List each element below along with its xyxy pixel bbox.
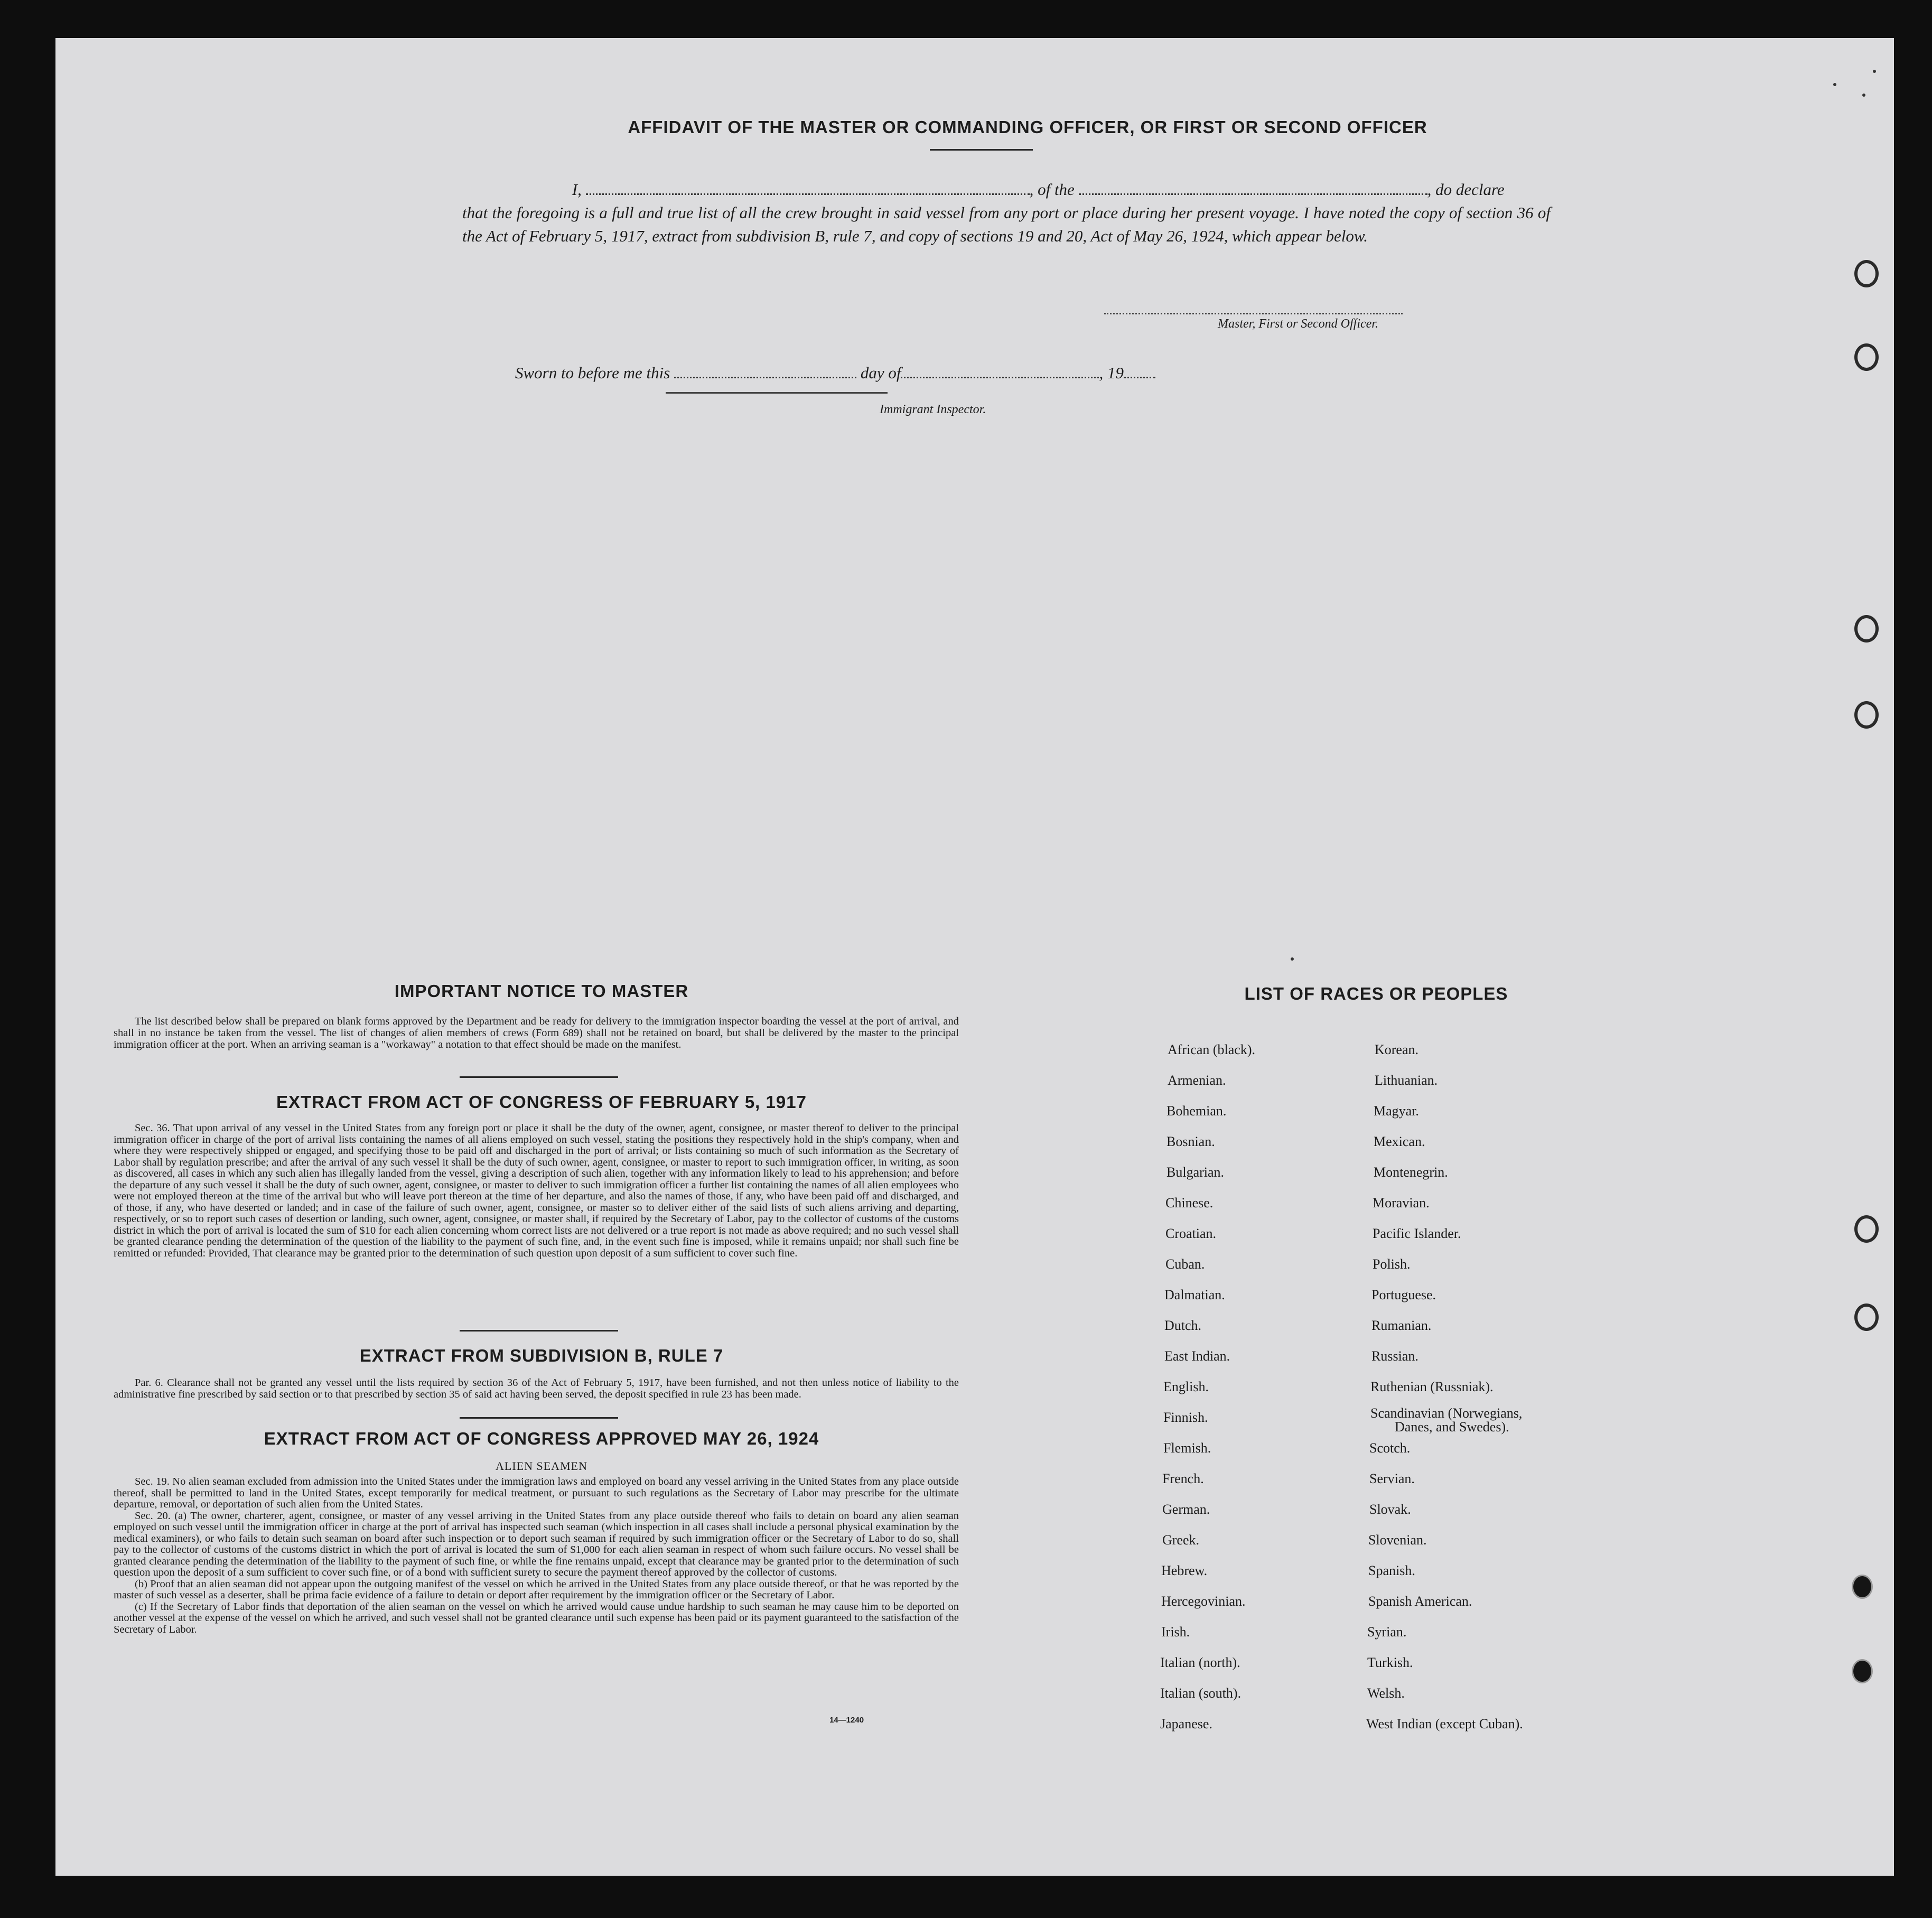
race-item: Dalmatian. — [1164, 1287, 1225, 1302]
sworn-line — [515, 363, 1155, 383]
race-item: Greek. — [1162, 1532, 1200, 1548]
speck — [1833, 83, 1836, 86]
binder-hole — [1852, 1659, 1873, 1683]
sec-20c-text: (c) If the Secretary of Labor finds that deportation of the alien seaman on the vessel on which he arrived would cause undue hardship to such seaman he may cause him to be deported on another vessel at the expense of the vessel on which he arrived, and such vessel shall not be granted clearance until such expense has been paid or its payment guaranteed to the satisfaction of the Secretary of Labor. — [114, 1600, 959, 1635]
race-item: Spanish American. — [1368, 1594, 1472, 1609]
race-item: Hercegovinian. — [1161, 1594, 1246, 1609]
race-item: Cuban. — [1165, 1256, 1205, 1272]
extract-rule7-title: EXTRACT FROM SUBDIVISION B, RULE 7 — [359, 1346, 724, 1365]
name-blank[interactable] — [586, 180, 1030, 195]
race-item: Rumanian. — [1371, 1318, 1432, 1333]
race-item: Ruthenian (Russniak). — [1370, 1379, 1494, 1394]
race-item: Chinese. — [1165, 1195, 1214, 1211]
race-item: Bulgarian. — [1166, 1165, 1225, 1180]
speck — [1873, 70, 1876, 73]
extract-1917-title: EXTRACT FROM ACT OF CONGRESS OF FEBRUARY 5, 1917 — [276, 1092, 807, 1112]
race-item: Japanese. — [1160, 1716, 1212, 1731]
binder-hole — [1854, 615, 1879, 643]
race-item: English. — [1163, 1379, 1209, 1394]
document-sheet — [55, 38, 1894, 1876]
inspector-signature-line[interactable] — [666, 392, 888, 394]
year-prefix: , 19 — [1099, 364, 1124, 382]
races-title: LIST OF RACES OR PEOPLES — [1244, 984, 1508, 1003]
race-item: East Indian. — [1164, 1348, 1230, 1364]
form-number: 14—1240 — [829, 1716, 864, 1725]
master-signature-label: Master, First or Second Officer. — [1218, 317, 1378, 331]
extract-1924-body — [114, 1476, 959, 1635]
extract-rule7-body — [114, 1377, 959, 1400]
binder-hole — [1854, 260, 1879, 287]
race-item: Turkish. — [1367, 1655, 1413, 1670]
inspector-signature-label: Immigrant Inspector. — [880, 403, 986, 416]
affidavit-title: AFFIDAVIT OF THE MASTER OR COMMANDING OFFICER, OR FIRST OR SECOND OFFICER — [628, 117, 1427, 137]
race-item: Montenegrin. — [1374, 1165, 1448, 1180]
race-item: Flemish. — [1163, 1440, 1211, 1456]
par-6-text: Par. 6. Clearance shall not be granted any vessel until the lists required by section 36 of the Act of February 5, 1917, have been furnished, and not then unless notice of liability to the administrative fine prescribed by said section or to that prescribed by section 35 of said act having been served, the deposit specified in rule 23 has been made. — [114, 1377, 959, 1400]
do-declare-label: , do declare — [1427, 180, 1505, 199]
race-item: West Indian (except Cuban). — [1366, 1716, 1523, 1731]
race-item: Servian. — [1369, 1471, 1415, 1486]
race-item: Italian (south). — [1160, 1686, 1242, 1701]
extract-1917-body — [114, 1123, 959, 1259]
race-item: Hebrew. — [1161, 1563, 1208, 1578]
of-the-label: , of the — [1029, 180, 1075, 199]
day-of-label: day of — [860, 364, 901, 382]
binder-hole — [1854, 701, 1879, 729]
race-item: African (black). — [1168, 1042, 1256, 1057]
race-item: Korean. — [1375, 1042, 1419, 1057]
race-item: Magyar. — [1374, 1103, 1419, 1119]
sworn-month-blank[interactable] — [901, 363, 1099, 378]
race-item: Armenian. — [1168, 1073, 1226, 1088]
race-item: German. — [1162, 1502, 1210, 1517]
binder-hole — [1854, 1304, 1879, 1331]
sec-20a-text: Sec. 20. (a) The owner, charterer, agent, consignee, or master of any vessel arriving in the United States from any place outside thereof who fails to detain on board any alien seaman employed on such vessel until the immigration officer in charge at the port of arrival has inspected such seaman (which inspection in all cases shall include a personal physical examination by the medical examiners), or who fails to detain such seaman on board after such inspection or to deport such seaman if required by such immigration officer or the Secretary of Labor to do so, shall pay to the collector of customs of the customs district in which the port of arrival is located the sum of $1,000 for each alien seaman in respect of whom such failure occurs. No vessel shall be granted clearance pending the determination of the liability to the payment of such fine, or while the fine remains unpaid, except that clearance may be granted prior to the determination of such question upon the deposit of a sum sufficient to cover such fine, or of a bond with sufficient surety to secure the payment thereof approved by the collector of customs. — [114, 1510, 959, 1578]
race-item: French. — [1162, 1471, 1204, 1486]
sec-20b-text: (b) Proof that an alien seaman did not appear upon the outgoing manifest of the vessel on which he arrived in the United States from any place outside thereof, or that he was reported by the master of such vessel as a deserter, shall be prima facie evidence of a failure to detain or deport after requirement by the immigration officer or the Secretary of Labor. — [114, 1578, 959, 1601]
sec-36-text: Sec. 36. That upon arrival of any vessel in the United States from any foreign port or place it shall be the duty of the owner, agent, consignee, or master thereof to deliver to the principal immigration officer in charge of the port of arrival lists containing the names of all aliens employed on such vessel, stating the positions they respectively hold in the ship's company, when and where they were respectively shipped or engaged, and specifying those to be paid off and discharged in the port of arrival; or lists containing so much of such information as the Secretary of Labor shall by regulation prescribe; and after the arrival of any such vessel it shall be the duty of such owner, agent, consignee, or master to report to such immigration officer, in writing, as soon as discovered, all cases in which any such alien has illegally landed from the vessel, giving a description of such alien, together with any information likely to lead to his apprehension; and before the departure of any such vessel it shall be the duty of such owner, agent, consignee, or master to deliver to such immigration officer a further list containing the names of all alien employees who were not employed thereon at the time of the arrival but who will leave port thereon at the time of her departure, and also the names of those, if any, who have been paid off and discharged, and of those, if any, who have deserted or landed; and in case of the failure of such owner, agent, consignee, or master so to deliver either of the said lists of such aliens arriving and departing, respectively, or so to report such cases of desertion or landing, such owner, agent, consignee, or master shall, if required by the Secretary of Labor, pay to the collector of customs of the customs district in which the port of arrival is located the sum of $10 for each alien concerning whom correct lists are not delivered or a true report is not made as above required; and no such vessel shall be granted clearance pending the determination of the question of the liability to the payment of such fine, and, in the event such fine is imposed, while it remains unpaid; nor shall such fine be remitted or refunded: Provided, That clearance may be granted prior to the determination of such question upon deposit of a sum sufficient to cover such fine. — [114, 1122, 959, 1259]
section-divider — [460, 1417, 618, 1419]
race-item: Portuguese. — [1371, 1287, 1436, 1302]
race-item: Polish. — [1373, 1256, 1411, 1272]
race-item: Croatian. — [1165, 1226, 1217, 1241]
race-item: Pacific Islander. — [1373, 1226, 1461, 1241]
section-divider — [460, 1330, 618, 1332]
master-signature-line[interactable] — [1104, 313, 1403, 314]
speck — [1862, 94, 1865, 97]
race-item: Bohemian. — [1166, 1103, 1227, 1119]
race-item: Russian. — [1371, 1348, 1418, 1364]
race-item: Finnish. — [1163, 1410, 1208, 1425]
sec-19-text: Sec. 19. No alien seaman excluded from admission into the United States under the immigration laws and employed on board any vessel arriving in the United States from any place outside thereof, shall be permitted to land in the United States, except temporarily for medical treatment, or pursuant to such regulations as the Secretary of Labor may prescribe for the ultimate departure, removal, or deportation of such alien from the United States. — [114, 1476, 959, 1510]
affidavit-i-label: I, — [572, 180, 582, 199]
affidavit-body: that the foregoing is a full and true list of all the crew brought in said vessel from any port or place during her present voyage. I have noted the copy of section 36 of the Act of February 5, 1917, extract from subdivision B, rule 7, and copy of sections 19 and 20, Act of May 26, 1924, which appear below. — [462, 203, 1551, 245]
race-item: Mexican. — [1374, 1134, 1425, 1149]
title-divider — [930, 149, 1033, 151]
extract-1924-title: EXTRACT FROM ACT OF CONGRESS APPROVED MAY 26, 1924 — [264, 1429, 819, 1448]
affidavit-statement — [462, 178, 1551, 248]
race-item: Moravian. — [1373, 1195, 1430, 1211]
sworn-prefix: Sworn to before me this — [515, 364, 670, 382]
race-item: Scotch. — [1369, 1440, 1411, 1456]
sworn-day-blank[interactable] — [674, 363, 856, 378]
speck — [1291, 957, 1294, 961]
race-item: Italian (north). — [1160, 1655, 1240, 1670]
sworn-year-blank[interactable] — [1124, 363, 1155, 378]
race-item: Welsh. — [1367, 1686, 1405, 1701]
binder-hole — [1852, 1575, 1873, 1599]
race-item: Lithuanian. — [1375, 1073, 1438, 1088]
binder-hole — [1854, 343, 1879, 371]
section-divider — [460, 1076, 618, 1078]
race-item: Spanish. — [1368, 1563, 1415, 1578]
race-item: Slovak. — [1369, 1502, 1411, 1517]
notice-body: The list described below shall be prepared on blank forms approved by the Department and be ready for delivery to the immigration inspector boarding the vessel at the port of arrival, and shall in no instance be taken from the vessel. The list of changes of alien members of crews (Form 689) shall not be retained on board, but shall be delivered by the master to the principal immigration officer at the port. When an arriving seaman is a "workaway" a notation to that effect should be made on the manifest. — [114, 1016, 959, 1050]
race-item: Scandinavian (Norwegians, — [1370, 1405, 1523, 1421]
race-item: Slovenian. — [1368, 1532, 1427, 1548]
vessel-blank[interactable] — [1079, 180, 1427, 195]
race-item: Bosnian. — [1166, 1134, 1215, 1149]
binder-hole — [1854, 1215, 1879, 1243]
notice-title: IMPORTANT NOTICE TO MASTER — [394, 981, 689, 1001]
race-item: Syrian. — [1367, 1624, 1407, 1640]
race-item: Irish. — [1161, 1624, 1190, 1640]
race-item: Dutch. — [1164, 1318, 1202, 1333]
race-item: Danes, and Swedes). — [1395, 1419, 1509, 1435]
alien-seamen-subtitle: ALIEN SEAMEN — [496, 1459, 587, 1473]
